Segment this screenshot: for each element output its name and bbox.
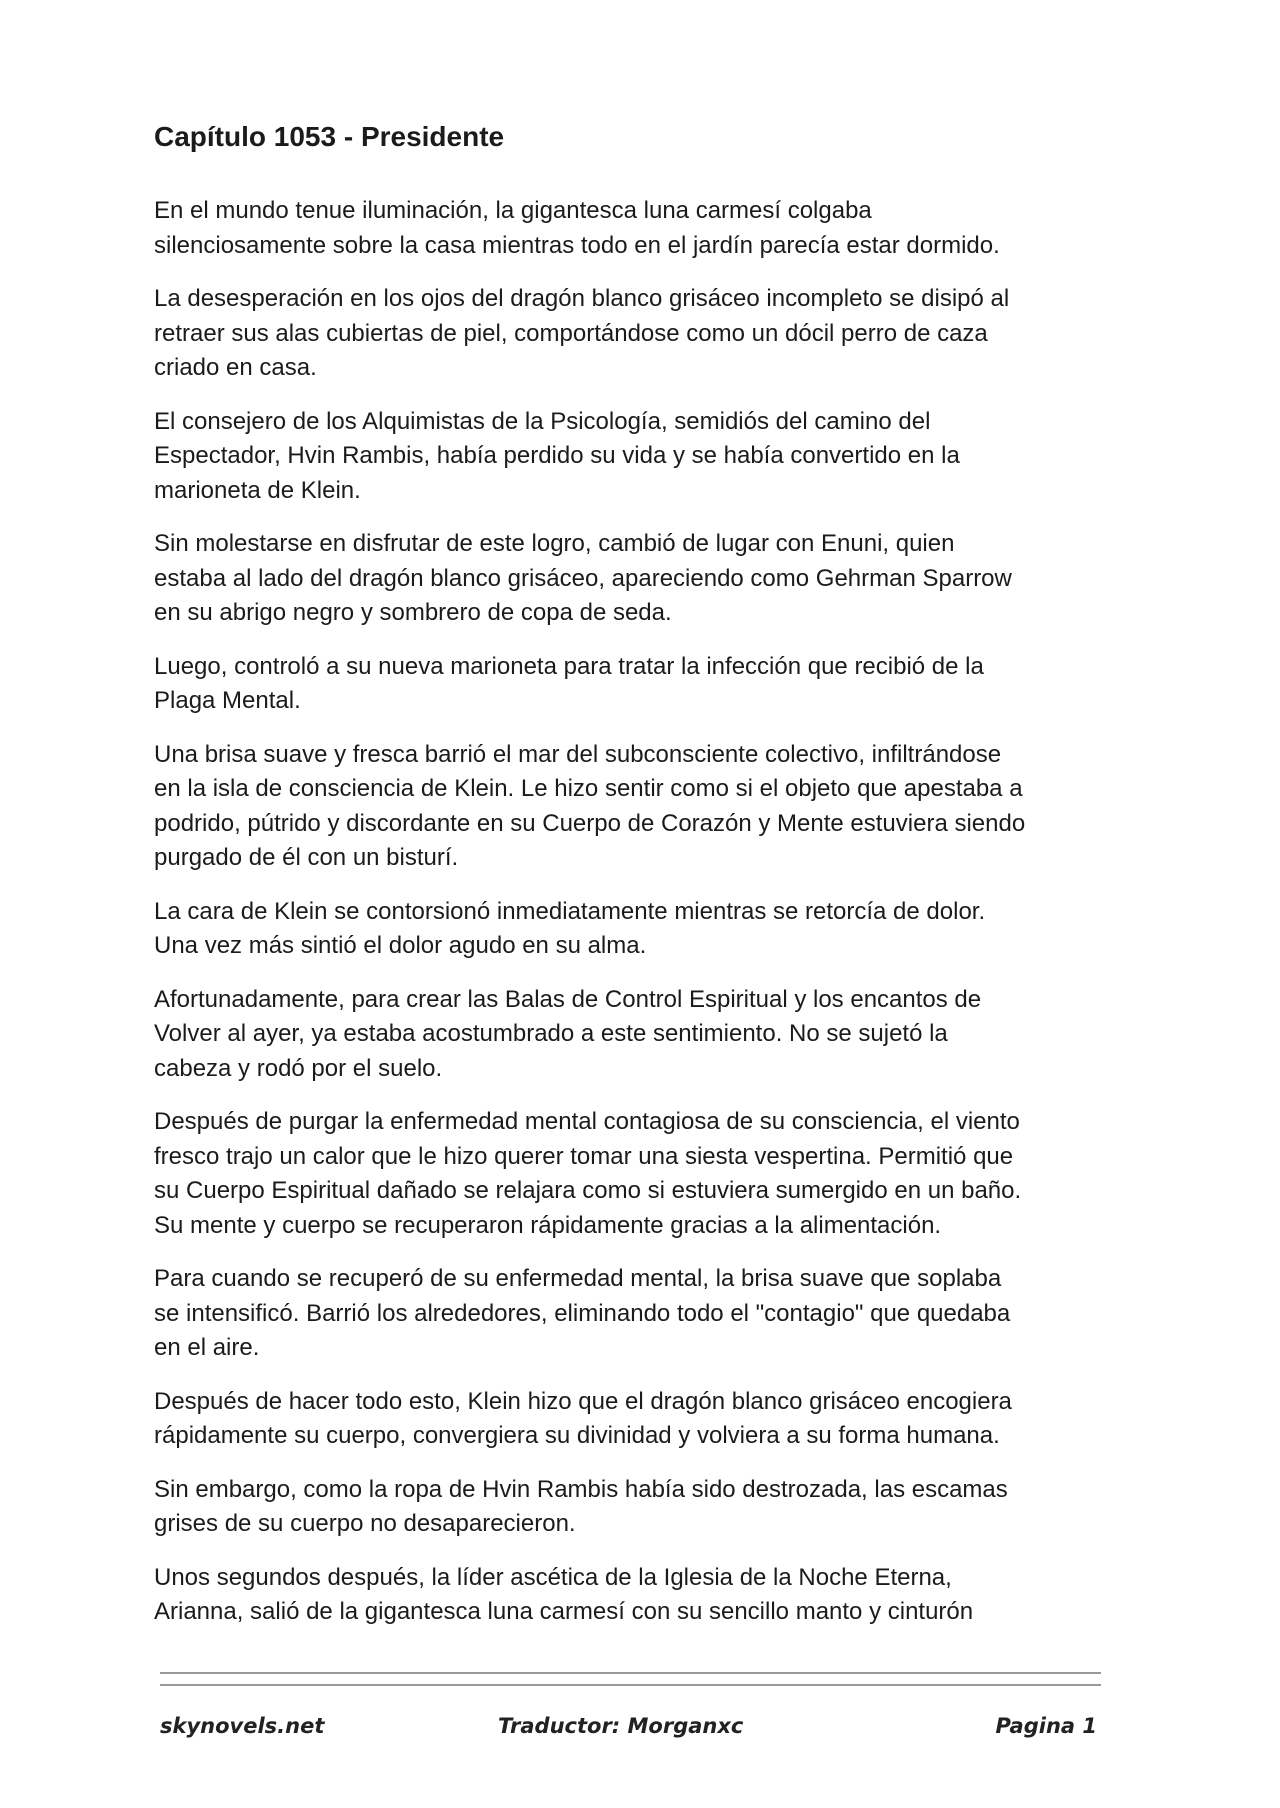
body-paragraph bbox=[154, 895, 1114, 964]
body-paragraph bbox=[154, 1385, 1114, 1454]
paragraph-line: criado en casa. bbox=[154, 354, 317, 381]
paragraph-line: en su abrigo negro y sombrero de copa de seda. bbox=[154, 599, 672, 626]
body-paragraph bbox=[154, 405, 1114, 509]
paragraph-line: Arianna, salió de la gigantesca luna carmesí con su sencillo manto y cinturón bbox=[154, 1598, 974, 1625]
paragraph-line: Sin embargo, como la ropa de Hvin Rambis había sido destrozada, las escamas bbox=[154, 1475, 1008, 1503]
paragraph-line: Volver al ayer, ya estaba acostumbrado a este sentimiento. No se sujetó la bbox=[154, 1020, 948, 1047]
paragraph-line: rápidamente su cuerpo, convergiera su divinidad y volviera a su forma humana. bbox=[154, 1422, 1000, 1449]
body-paragraph bbox=[154, 282, 1114, 386]
paragraph-line: Después de hacer todo esto, Klein hizo que el dragón blanco grisáceo encogiera bbox=[154, 1387, 1012, 1415]
paragraph-line: silenciosamente sobre la casa mientras todo en el jardín parecía estar dormido. bbox=[154, 231, 1000, 259]
paragraph-line: Su mente y cuerpo se recuperaron rápidamente gracias a la alimentación. bbox=[154, 1211, 942, 1239]
paragraph-line: en el aire. bbox=[154, 1334, 260, 1361]
paragraph-line: Una vez más sintió el dolor agudo en su alma. bbox=[154, 932, 647, 959]
body-paragraph bbox=[154, 527, 1114, 631]
paragraph-line: La desesperación en los ojos del dragón blanco grisáceo incompleto se disipó al bbox=[154, 285, 1010, 312]
paragraph-line: se intensificó. Barrió los alrededores, eliminando todo el "contagio" que quedaba bbox=[154, 1299, 1011, 1327]
paragraph-line: Después de purgar la enfermedad mental contagiosa de su consciencia, el viento bbox=[154, 1108, 1020, 1135]
footer-site-name: skynovels.net bbox=[160, 1714, 325, 1738]
paragraph-line: estaba al lado del dragón blanco grisáceo, apareciendo como Gehrman Sparrow bbox=[154, 564, 1012, 592]
paragraph-line: fresco trajo un calor que le hizo querer tomar una siesta vespertina. Permitió que bbox=[154, 1142, 1014, 1170]
paragraph-line: purgado de él con un bisturí. bbox=[154, 844, 459, 871]
body-paragraph bbox=[154, 650, 1114, 719]
paragraph-line: El consejero de los Alquimistas de la Psicología, semidiós del camino del bbox=[154, 407, 931, 435]
chapter-title: Capítulo 1053 - Presidente bbox=[154, 121, 505, 152]
paragraph-line: su Cuerpo Espiritual dañado se relajara como si estuviera sumergido en un baño. bbox=[154, 1177, 1022, 1204]
paragraph-line: Para cuando se recuperó de su enfermedad mental, la brisa suave que soplaba bbox=[154, 1265, 1002, 1292]
footer-divider-bottom bbox=[160, 1684, 1101, 1686]
body-paragraph bbox=[154, 1262, 1114, 1366]
paragraph-line: La cara de Klein se contorsionó inmediatamente mientras se retorcía de dolor. bbox=[154, 897, 986, 925]
paragraph-line: Unos segundos después, la líder ascética de la Iglesia de la Noche Eterna, bbox=[154, 1563, 952, 1591]
footer-divider-top bbox=[160, 1672, 1101, 1674]
paragraph-line: grises de su cuerpo no desaparecieron. bbox=[154, 1510, 576, 1537]
footer-page-number: Pagina 1 bbox=[995, 1714, 1097, 1738]
body-paragraph bbox=[154, 738, 1114, 876]
paragraph-line: Plaga Mental. bbox=[154, 687, 301, 714]
body-paragraph bbox=[154, 1105, 1114, 1243]
paragraph-line: marioneta de Klein. bbox=[154, 476, 361, 504]
body-paragraph bbox=[154, 983, 1114, 1087]
paragraph-line: Una brisa suave y fresca barrió el mar del subconsciente colectivo, infiltrándose bbox=[154, 740, 1002, 768]
paragraph-line: Afortunadamente, para crear las Balas de Control Espiritual y los encantos de bbox=[154, 985, 982, 1013]
body-paragraph bbox=[154, 194, 1114, 263]
paragraph-line: Luego, controló a su nueva marioneta para tratar la infección que recibió de la bbox=[154, 652, 984, 680]
body-paragraph bbox=[154, 1473, 1114, 1542]
paragraph-line: Espectador, Hvin Rambis, había perdido su vida y se había convertido en la bbox=[154, 442, 960, 469]
body-paragraph bbox=[154, 1561, 1114, 1630]
footer-translator: Traductor: Morganxc bbox=[498, 1714, 744, 1738]
paragraph-line: Sin molestarse en disfrutar de este logro, cambió de lugar con Enuni, quien bbox=[154, 530, 955, 557]
paragraph-line: en la isla de consciencia de Klein. Le hizo sentir como si el objeto que apestaba a bbox=[154, 775, 1023, 802]
chapter-body bbox=[154, 194, 1114, 1649]
paragraph-line: retraer sus alas cubiertas de piel, comportándose como un dócil perro de caza bbox=[154, 319, 988, 347]
paragraph-line: podrido, pútrido y discordante en su Cuerpo de Corazón y Mente estuviera siendo bbox=[154, 809, 1026, 837]
paragraph-line: En el mundo tenue iluminación, la gigantesca luna carmesí colgaba bbox=[154, 197, 872, 224]
page-footer bbox=[160, 1714, 1101, 1748]
paragraph-line: cabeza y rodó por el suelo. bbox=[154, 1054, 443, 1082]
